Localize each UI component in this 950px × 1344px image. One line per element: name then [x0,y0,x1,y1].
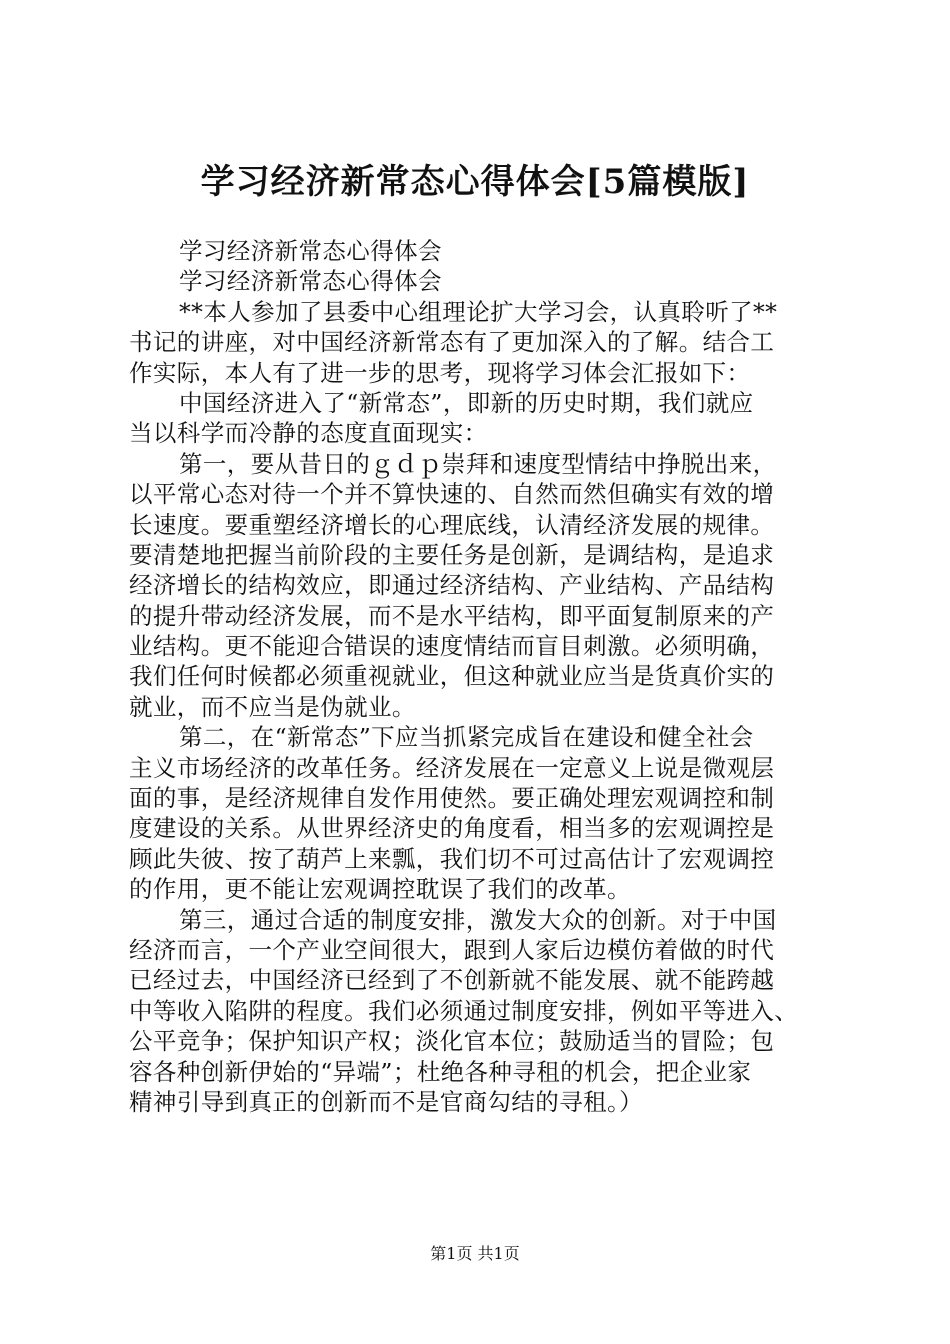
body-text-line: 公平竞争；保护知识产权；淡化官本位；鼓励适当的冒险；包 [129,1027,775,1056]
body-text-line: 作实际，本人有了进一步的思考，现将学习体会汇报如下： [129,358,751,387]
body-text-line: 度建设的关系。从世界经济史的角度看，相当多的宏观调控是 [129,814,775,843]
body-text-line: 书记的讲座，对中国经济新常态有了更加深入的了解。结合工 [129,328,775,357]
body-text-line: 精神引导到真正的创新而不是官商勾结的寻租。） [129,1087,644,1116]
body-text-line: 的作用，更不能让宏观调控耽误了我们的改革。 [129,875,631,904]
body-text-line: 面的事，是经济规律自发作用使然。要正确处理宏观调控和制 [129,784,775,813]
body-text-line: 已经过去，中国经济已经到了不创新就不能发展、就不能跨越 [129,966,775,995]
body-text-line: 中等收入陷阱的程度。我们必须通过制度安排，例如平等进入、 [129,996,799,1025]
body-text-line: 的提升带动经济发展，而不是水平结构，即平面复制原来的产 [129,601,775,630]
body-text-line: 第二，在“新常态”下应当抓紧完成旨在建设和健全社会 [179,723,754,752]
body-text-line: 第一，要从昔日的ｇｄｐ崇拜和速度型情结中挣脱出来， [179,449,777,478]
body-text-line: 第三，通过合适的制度安排，激发大众的创新。对于中国 [179,905,777,934]
body-text-line: 经济增长的结构效应，即通过经济结构、产业结构、产品结构 [129,571,775,600]
body-text-line: 学习经济新常态心得体会 [179,237,442,265]
body-text-line: **本人参加了县委中心组理论扩大学习会，认真聆听了** [179,297,778,326]
body-text-line: 顾此失彼、按了葫芦上来瓢，我们切不可过高估计了宏观调控 [129,844,775,873]
document-title: 学习经济新常态心得体会[5篇模版] [200,162,750,202]
body-text-line: 主义市场经济的改革任务。经济发展在一定意义上说是微观层 [129,753,775,782]
body-text-line: 业结构。更不能迎合错误的速度情结而盲目刺激。必须明确， [129,632,775,661]
body-text-line: 学习经济新常态心得体会 [179,267,442,296]
page-number-footer: 第1页 共1页 [430,1244,520,1263]
document-body [129,236,849,1117]
body-text-line: 中国经济进入了“新常态”，即新的历史时期，我们就应 [179,388,754,417]
body-text-line: 要清楚地把握当前阶段的主要任务是创新，是调结构，是追求 [129,540,775,569]
body-text-line: 经济而言，一个产业空间很大，跟到人家后边模仿着做的时代 [129,935,775,964]
body-text-line: 长速度。要重塑经济增长的心理底线，认清经济发展的规律。 [129,510,775,539]
body-text-line: 以平常心态对待一个并不算快速的、自然而然但确实有效的增 [129,480,775,509]
body-text-line: 当以科学而冷静的态度直面现实： [129,419,488,448]
body-text-line: 我们任何时候都必须重视就业，但这种就业应当是货真价实的 [129,662,775,691]
body-text-line: 就业，而不应当是伪就业。 [129,692,416,721]
body-text-line: 容各种创新伊始的“异端”；杜绝各种寻租的机会，把企业家 [129,1057,752,1086]
